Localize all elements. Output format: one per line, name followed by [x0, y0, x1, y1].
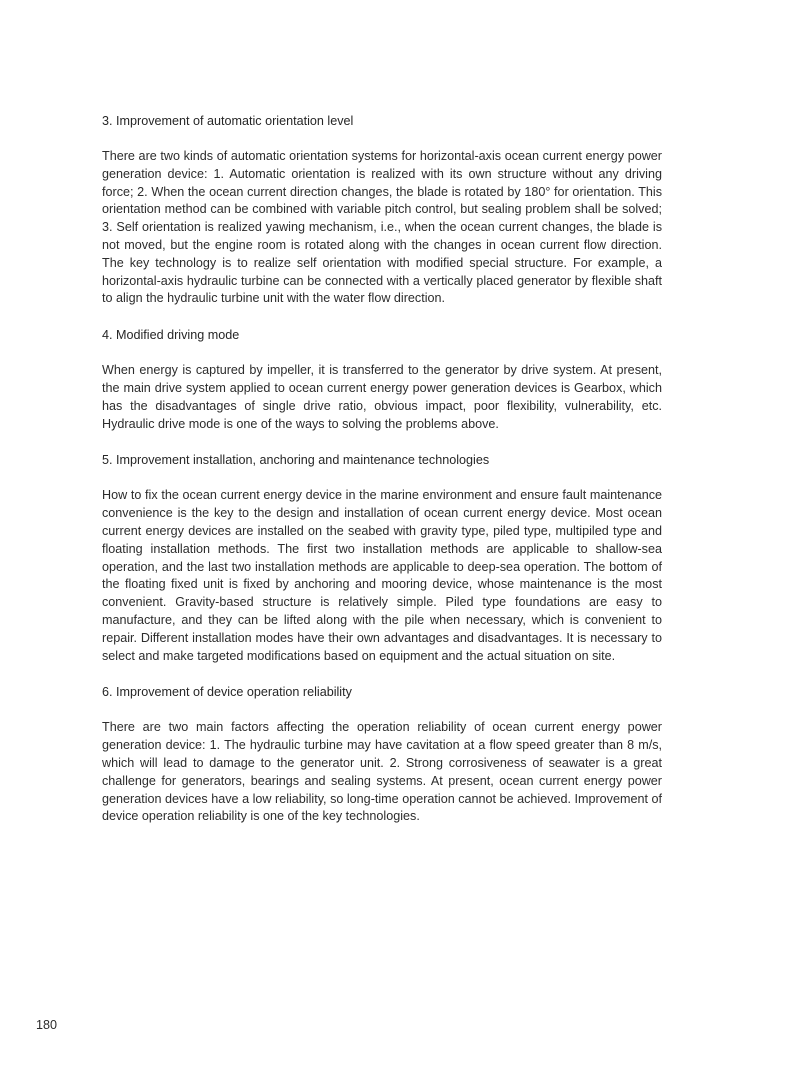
section-driving-mode [102, 326, 662, 433]
section-orientation [102, 112, 662, 308]
page-number: 180 [36, 1018, 58, 1032]
section-paragraph: There are two kinds of automatic orientation systems for horizontal-axis ocean current energy power generation device: 1. Automatic orientation is realized with its own structure without any driving force; 2. When the ocean current direction changes, the blade is rotated by 180° for orientation. This orientation method can be combined with variable pitch control, but sealing problem shall be solved; 3. Self orientation is realized yawing mechanism, i.e., when the ocean current changes, the blade is not moved, but the engine room is rotated along with the changes in ocean current flow direction. The key technology is to realize self orientation with modified special structure. For example, a horizontal-axis hydraulic turbine can be connected with a vertically placed generator by flexible shaft to align the hydraulic turbine unit with the water flow direction. [102, 149, 662, 306]
section-paragraph: When energy is captured by impeller, it is transferred to the generator by drive system. At present, the main drive system applied to ocean current energy power generation devices is Gearbox, which has the disadvantages of single drive ratio, obvious impact, poor flexibility, vulnerability, etc. Hydraulic drive mode is one of the ways to solving the problems above. [102, 363, 662, 431]
section-heading: 6. Improvement of device operation reliability [102, 685, 352, 700]
section-heading: 5. Improvement installation, anchoring and maintenance technologies [102, 453, 490, 468]
page-content [102, 112, 662, 844]
section-heading: 3. Improvement of automatic orientation level [102, 114, 354, 128]
section-paragraph: There are two main factors affecting the operation reliability of ocean current energy power generation device: 1. The hydraulic turbine may have cavitation at a flow speed greater than 8 m/s, which will lead to damage to the generator unit. 2. Strong corrosiveness of seawater is a great challenge for generators, bearings and sealing systems. At present, ocean current energy power generation devices have a low reliability, so long-time operation cannot be achieved. Improvement of device operation reliability is one of the key technologies. [102, 720, 662, 824]
section-heading: 4. Modified driving mode [102, 328, 240, 343]
section-reliability [102, 683, 662, 826]
section-installation [102, 451, 662, 665]
section-paragraph: How to fix the ocean current energy device in the marine environment and ensure fault maintenance convenience is the key to the design and installation of ocean current energy device. Most ocean current energy devices are installed on the seabed with gravity type, piled type, multipiled type and floating installation methods. The first two installation methods are applicable to shallow-sea operation, and the last two installation methods are applicable to deep-sea operation. The bottom of the floating fixed unit is fixed by anchoring and mooring device, whose maintenance is the most convenient. Gravity-based structure is relatively simple. Piled type foundations are easy to manufacture, and they can be lifted along with the pile when necessary, which is convenient to repair. Different installation modes have their own advantages and disadvantages. It is necessary to select and make targeted modifications based on equipment and the actual situation on site. [102, 488, 662, 663]
